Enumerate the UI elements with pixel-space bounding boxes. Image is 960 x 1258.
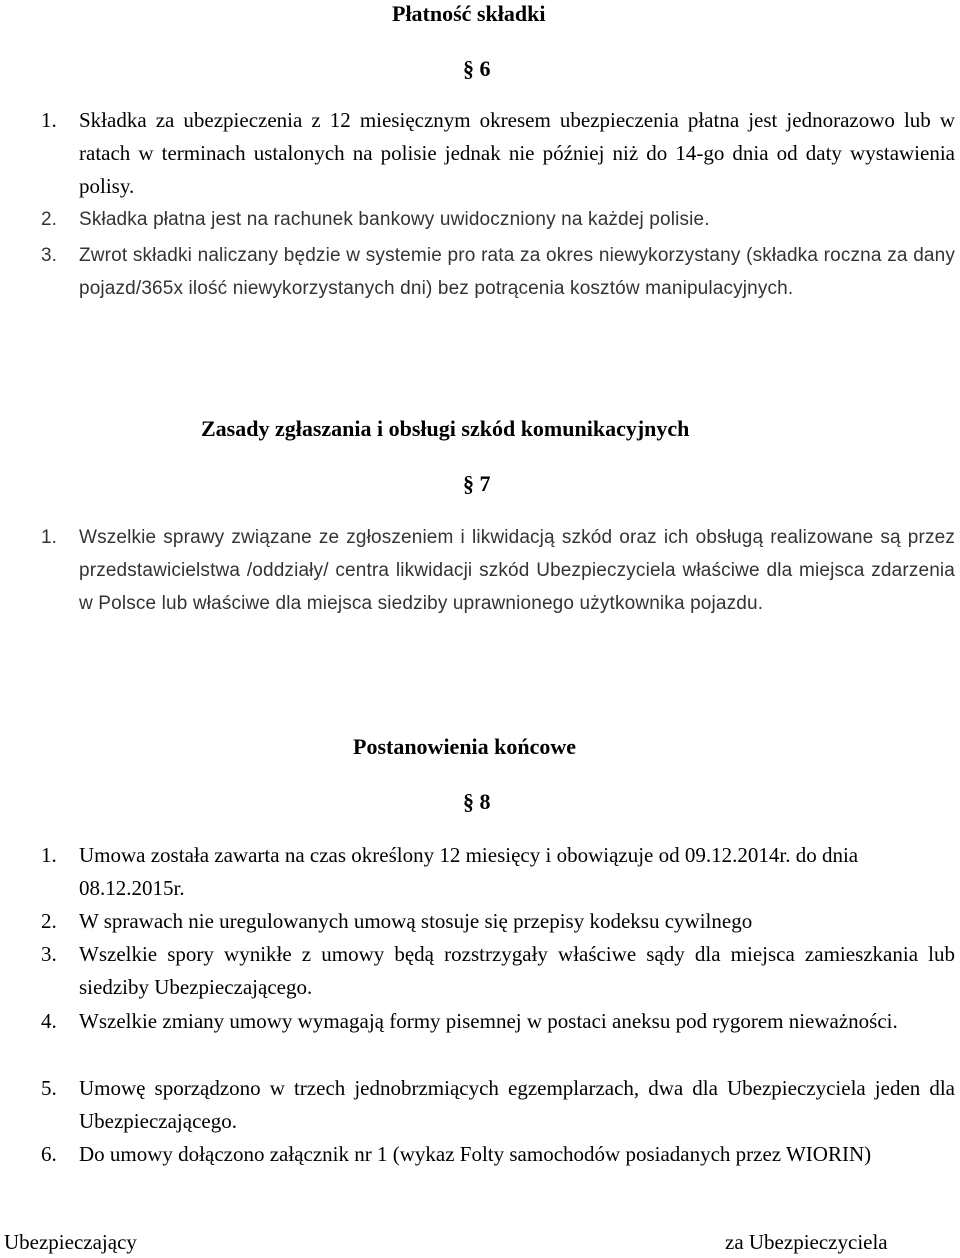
list-item-number: 1. bbox=[41, 527, 57, 548]
paragraph-number-8: § 8 bbox=[463, 789, 491, 814]
list-item bbox=[41, 239, 955, 305]
list-item-text: W sprawach nie uregulowanych umową stosuje się przepisy kodeksu cywilnego bbox=[79, 909, 753, 933]
list-item-text: Zwrot składki naliczany będzie w systemie pro rata za okres niewykorzystany (składka roczna za dany pojazd/365x ilość niewykorzystanych dni) bez potrącenia kosztów manipulacyjnych. bbox=[79, 245, 955, 299]
section-title-final: Postanowienia końcowe bbox=[353, 734, 577, 759]
signature-left: Ubezpieczający bbox=[4, 1230, 137, 1254]
paragraph-number-7: § 7 bbox=[463, 471, 491, 496]
signature-right: za Ubezpieczyciela bbox=[725, 1230, 888, 1254]
list-item bbox=[41, 1072, 955, 1138]
list-item-number: 2. bbox=[41, 209, 57, 230]
list-item-number: 1. bbox=[41, 108, 57, 132]
list-item-text: Składka za ubezpieczenia z 12 miesięcznym okresem ubezpieczenia płatna jest jednorazowo lub w ratach w terminach ustalonych na polisie jednak nie później niż do 14-go dnia od daty wystawienia polisy. bbox=[79, 108, 955, 198]
list-item bbox=[41, 203, 955, 236]
list-item-number: 2. bbox=[41, 909, 57, 933]
list-item-number: 3. bbox=[41, 942, 57, 966]
list-item-number: 1. bbox=[41, 843, 57, 867]
paragraph-number-6: § 6 bbox=[463, 56, 491, 81]
list-item-text: Do umowy dołączono załącznik nr 1 (wykaz Folty samochodów posiadanych przez WIORIN) bbox=[79, 1142, 872, 1166]
list-item-text: Składka płatna jest na rachunek bankowy uwidoczniony na każdej polisie. bbox=[79, 209, 710, 230]
list-item-number: 5. bbox=[41, 1076, 57, 1100]
list-item bbox=[41, 521, 955, 620]
paragraph-number-value: 7 bbox=[479, 471, 491, 496]
paragraph-number-value: 8 bbox=[479, 789, 491, 814]
list-item-text: Wszelkie zmiany umowy wymagają formy pisemnej w postaci aneksu pod rygorem nieważności. bbox=[79, 1009, 898, 1033]
list-item bbox=[41, 104, 955, 203]
paragraph-number-value: 6 bbox=[479, 56, 491, 81]
list-item bbox=[41, 1005, 955, 1038]
list-item-number: 6. bbox=[41, 1142, 57, 1166]
list-item-number: 3. bbox=[41, 245, 57, 266]
list-item-text: Umowa została zawarta na czas określony 12 miesięcy i obowiązuje od 09.12.2014r. do dnia 08.12.2015r. bbox=[79, 843, 859, 900]
section-title-payment: Płatność składki bbox=[392, 1, 546, 26]
list-item-text: Wszelkie sprawy związane ze zgłoszeniem i likwidacją szkód oraz ich obsługą realizowane są przez przedstawicielstwa /oddziały/ centra likwidacji szkód Ubezpieczyciela właściwe dla miejsca zdarzenia w Polsce lub właściwe dla miejsca siedziby uprawnionego użytkownika pojazdu. bbox=[79, 527, 955, 614]
list-item bbox=[41, 839, 955, 905]
list-item bbox=[41, 905, 955, 938]
list-item-text: Wszelkie spory wynikłe z umowy będą rozstrzygały właściwe sądy dla miejsca zamieszkania lub siedziby Ubezpieczającego. bbox=[79, 942, 955, 999]
list-item-text: Umowę sporządzono w trzech jednobrzmiących egzemplarzach, dwa dla Ubezpieczyciela jeden dla Ubezpieczającego. bbox=[79, 1076, 955, 1133]
list-item bbox=[41, 1138, 955, 1171]
section-title-claims: Zasady zgłaszania i obsługi szkód komunikacyjnych bbox=[201, 416, 690, 441]
list-item bbox=[41, 938, 955, 1004]
list-item-number: 4. bbox=[41, 1009, 57, 1033]
